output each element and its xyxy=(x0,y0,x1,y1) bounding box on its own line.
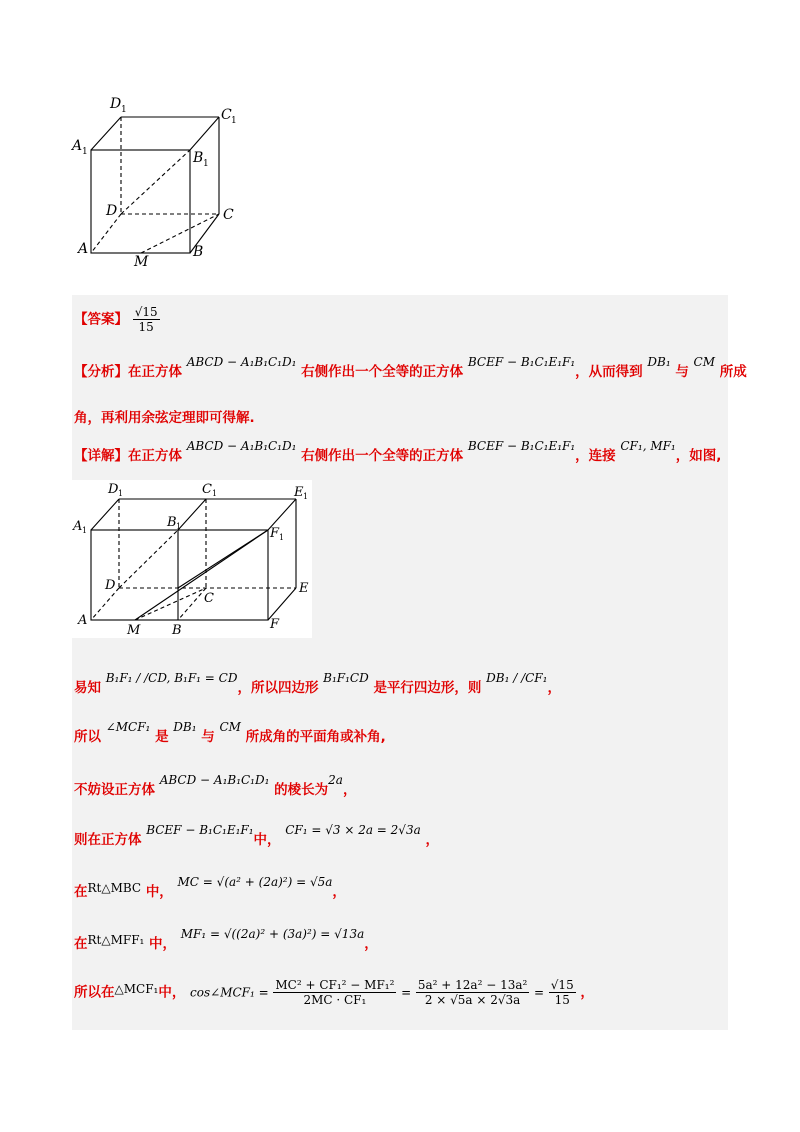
analysis-text: ，从而得到 xyxy=(575,364,643,380)
solution-line-2 xyxy=(74,720,386,745)
label-A: A xyxy=(78,613,88,628)
figure-double-cube xyxy=(72,480,312,638)
math-cube-bcef: BCEF − B₁C₁E₁F₁ xyxy=(467,355,576,369)
label-D1-sub: 1 xyxy=(121,105,127,115)
detail-text: 在正方体 xyxy=(128,448,182,464)
solution-line-3 xyxy=(74,773,357,798)
analysis-text: 与 xyxy=(675,364,689,380)
math-2a: 2a xyxy=(328,773,343,787)
analysis-text: 右侧作出一个全等的正方体 xyxy=(301,364,464,380)
label-A1: A xyxy=(72,138,83,154)
solution-text: ，所以四边形 xyxy=(237,680,319,696)
answer-fraction xyxy=(133,305,160,334)
math-angle-mcf1: ∠MCF₁ xyxy=(105,720,151,734)
solution-line-4 xyxy=(74,823,439,848)
solution-line-5 xyxy=(74,875,346,900)
label-B: B xyxy=(172,623,182,638)
analysis-line-1 xyxy=(74,355,747,380)
answer-num: √15 xyxy=(134,305,158,319)
math-cube-abcd: ABCD − A₁B₁C₁D₁ xyxy=(186,439,297,453)
analysis-tag: 【分析】 xyxy=(74,364,128,380)
solution-text: ， xyxy=(580,984,594,1001)
label-C1-sub: 1 xyxy=(212,489,218,498)
fraction-num: 5a² + 12a² − 13a² xyxy=(417,978,528,992)
solution-line-6 xyxy=(74,927,378,952)
solution-text: 所成角的平面角或补角, xyxy=(245,729,386,745)
fraction-den: 2MC · CF₁ xyxy=(303,993,367,1007)
label-E: E xyxy=(299,581,309,596)
math-cm: CM xyxy=(693,355,715,369)
label-E1-sub: 1 xyxy=(303,492,309,501)
math-mf1-value: MF₁ = √((2a)² + (3a)²) = √13a xyxy=(180,927,365,941)
solution-line-1 xyxy=(74,671,561,696)
solution-text: 中， xyxy=(145,884,173,900)
label-M: M xyxy=(127,623,141,638)
math-cm: CM xyxy=(219,720,241,734)
solution-text: 易知 xyxy=(74,680,101,696)
label-E1: E xyxy=(294,485,304,500)
fraction-num: √15 xyxy=(550,978,574,992)
label-F1: F xyxy=(270,526,280,541)
math-triangle-mcf1: △MCF₁ xyxy=(114,981,159,996)
fraction-num: MC² + CF₁² − MF₁² xyxy=(275,978,395,992)
solution-text: 与 xyxy=(201,729,215,745)
label-B1-sub: 1 xyxy=(203,159,209,169)
label-D1-sub: 1 xyxy=(118,489,124,498)
label-C: C xyxy=(223,207,234,223)
math-cube-bcef: BCEF − B₁C₁E₁F₁ xyxy=(146,823,254,837)
label-B1-sub: 1 xyxy=(176,522,182,531)
analysis-line-2 xyxy=(74,406,255,426)
solution-text: 是平行四边形，则 xyxy=(373,680,482,696)
solution-text: 不妨设正方体 xyxy=(74,782,155,798)
math-db1: DB₁ xyxy=(647,355,671,369)
math-db1-parallel: DB₁ / /CF₁ xyxy=(486,671,548,685)
math-b1f1-parallel: B₁F₁ / /CD, B₁F₁ = CD xyxy=(105,671,238,685)
fraction-cosine-law xyxy=(273,978,396,1007)
label-B1: B xyxy=(193,150,204,166)
detail-line-1 xyxy=(74,439,722,464)
solution-text: 所以 xyxy=(74,729,101,745)
analysis-text: 角，再利用余弦定理即可得解. xyxy=(74,410,255,426)
fraction-result xyxy=(549,978,576,1007)
label-C1: C xyxy=(202,482,212,497)
detail-text: ，连接 xyxy=(575,448,616,464)
label-A1: A xyxy=(73,519,83,534)
label-D1: D xyxy=(110,96,122,112)
detail-text: 右侧作出一个全等的正方体 xyxy=(301,448,464,464)
detail-text: ，如图, xyxy=(675,448,722,464)
solution-text: 是 xyxy=(155,729,169,745)
label-C1-sub: 1 xyxy=(231,116,237,126)
fraction-den: 2 × √5a × 2√3a xyxy=(424,993,521,1007)
math-b1f1cd: B₁F₁CD xyxy=(323,671,369,685)
label-D: D xyxy=(106,203,118,219)
math-cube-bcef: BCEF − B₁C₁E₁F₁ xyxy=(467,439,576,453)
math-cf1-value: CF₁ = √3 × 2a = 2√3a xyxy=(285,823,421,837)
fraction-substituted xyxy=(416,978,529,1007)
math-cube-abcd: ABCD − A₁B₁C₁D₁ xyxy=(159,773,270,787)
label-C1: C xyxy=(221,107,232,123)
solution-text: ， xyxy=(547,680,561,696)
solution-line-7: 所以在△MCF₁中， cos∠MCF₁ = $\frac{\text{MC² + CF₁² − MF₁²}}{\text{2MC · CF₁}}$ = $\frac{\text{5a² + 12a² − 13a²}}{2 \times √5a \times 2√3a}$ = $\frac{√15}{15}$ ， xyxy=(74,978,594,1007)
math-cos-angle: cos∠MCF₁ = xyxy=(190,985,269,1000)
figure-cube xyxy=(66,88,266,268)
label-B: B xyxy=(193,244,204,260)
math-rt-mff1: Rt△MFF₁ xyxy=(87,933,145,947)
answer-line xyxy=(74,305,160,334)
solution-text: 所以在 xyxy=(74,984,115,1001)
solution-text: 在 xyxy=(74,936,88,952)
detail-tag: 【详解】 xyxy=(74,448,128,464)
label-F1-sub: 1 xyxy=(279,533,285,542)
label-B1: B xyxy=(167,515,177,530)
label-A1-sub: 1 xyxy=(82,526,88,535)
math-cube-abcd: ABCD − A₁B₁C₁D₁ xyxy=(186,355,297,369)
math-cf1-mf1: CF₁, MF₁ xyxy=(620,439,676,453)
label-A: A xyxy=(78,241,89,257)
math-rt-mbc: Rt△MBC xyxy=(87,881,142,895)
label-M: M xyxy=(134,254,149,268)
answer-den: 15 xyxy=(138,320,154,334)
solution-text: 的棱长为 xyxy=(274,782,329,798)
label-A1-sub: 1 xyxy=(82,147,88,157)
math-mc-value: MC = √(a² + (2a)²) = √5a xyxy=(177,875,333,889)
solution-text: 则在正方体 xyxy=(74,832,142,848)
solution-text: ， xyxy=(364,936,378,952)
solution-text: 中， xyxy=(158,984,186,1001)
analysis-text: 所成 xyxy=(719,364,747,380)
solution-text: ， xyxy=(425,832,439,848)
analysis-text: 在正方体 xyxy=(128,364,182,380)
solution-text: ， xyxy=(342,782,357,798)
label-F: F xyxy=(270,617,280,632)
math-db1: DB₁ xyxy=(173,720,197,734)
label-C: C xyxy=(204,591,214,606)
solution-text: ， xyxy=(332,884,346,900)
fraction-den: 15 xyxy=(554,993,570,1007)
solution-text: 在 xyxy=(74,884,88,900)
answer-tag: 【答案】 xyxy=(74,311,128,328)
label-D: D xyxy=(105,578,116,593)
solution-text: 中， xyxy=(253,832,281,848)
solution-text: 中， xyxy=(149,936,177,952)
label-D1: D xyxy=(108,482,119,497)
